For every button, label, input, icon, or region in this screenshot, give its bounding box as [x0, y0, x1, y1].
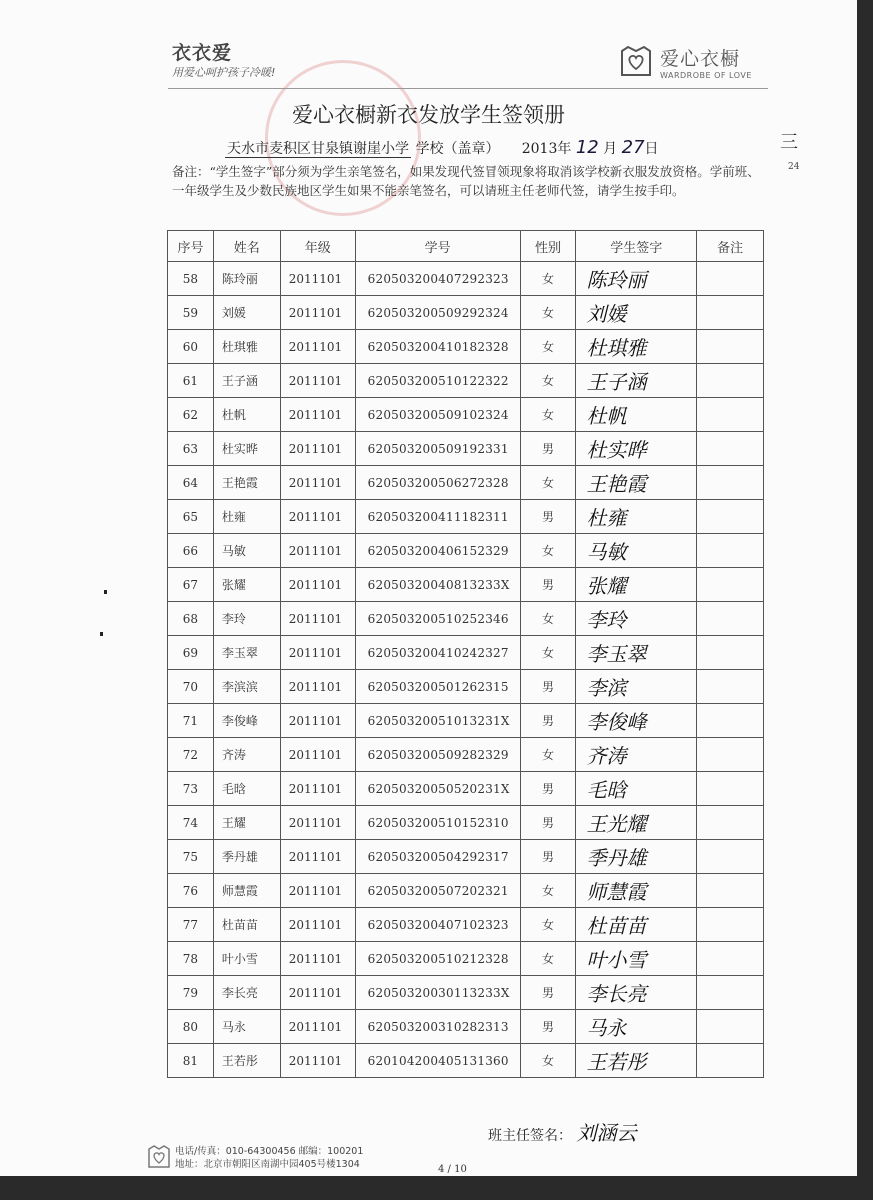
- cell-grade: 2011101: [280, 670, 355, 704]
- cell-remark: [697, 976, 764, 1010]
- cell-student-id: 620503200509282329: [355, 738, 520, 772]
- cell-grade: 2011101: [280, 1010, 355, 1044]
- cell-signature: 杜雍: [576, 500, 697, 534]
- page-number: 4 / 10: [438, 1164, 467, 1175]
- cell-student-id: 62050320030113233X: [355, 976, 520, 1010]
- table-row: [168, 840, 764, 874]
- cell-sex: 女: [520, 262, 576, 296]
- table-row: [168, 908, 764, 942]
- cell-signature: 杜帆: [576, 398, 697, 432]
- day-label: 日: [644, 141, 659, 157]
- cell-name: 王耀: [213, 806, 280, 840]
- cell-signature: 王光耀: [576, 806, 697, 840]
- cell-remark: [697, 432, 764, 466]
- cell-sex: 女: [520, 942, 576, 976]
- cell-sex: 女: [520, 602, 576, 636]
- cell-sex: 女: [520, 466, 576, 500]
- cell-sex: 女: [520, 636, 576, 670]
- cell-student-id: 620503200510122322: [355, 364, 520, 398]
- cell-remark: [697, 874, 764, 908]
- cell-name: 李玲: [213, 602, 280, 636]
- cell-name: 杜雍: [213, 500, 280, 534]
- cell-signature: 李滨: [576, 670, 697, 704]
- cell-student-id: 620503200411182311: [355, 500, 520, 534]
- cell-student-id: 620503200410182328: [355, 330, 520, 364]
- cell-grade: 2011101: [280, 874, 355, 908]
- cell-name: 杜琪雅: [213, 330, 280, 364]
- cell-sex: 男: [520, 568, 576, 602]
- cell-grade: 2011101: [280, 806, 355, 840]
- cell-name: 刘媛: [213, 296, 280, 330]
- cell-signature: 叶小雪: [576, 942, 697, 976]
- cell-remark: [697, 704, 764, 738]
- cell-grade: 2011101: [280, 772, 355, 806]
- cell-grade: 2011101: [280, 908, 355, 942]
- cell-remark: [697, 1044, 764, 1078]
- scan-speck: [100, 632, 103, 636]
- cell-grade: 2011101: [280, 636, 355, 670]
- year: 2013: [521, 141, 558, 157]
- cell-name: 马敏: [213, 534, 280, 568]
- cell-signature: 李玲: [576, 602, 697, 636]
- cell-name: 王子涵: [213, 364, 280, 398]
- cell-grade: 2011101: [280, 602, 355, 636]
- cell-signature: 杜琪雅: [576, 330, 697, 364]
- table-row: [168, 432, 764, 466]
- cell-no: 75: [168, 840, 214, 874]
- cell-no: 67: [168, 568, 214, 602]
- cell-signature: 陈玲丽: [576, 262, 697, 296]
- cell-sex: 男: [520, 432, 576, 466]
- table-row: [168, 364, 764, 398]
- cell-name: 张耀: [213, 568, 280, 602]
- table-row: [168, 398, 764, 432]
- cell-student-id: 62050320051013231X: [355, 704, 520, 738]
- cell-grade: 2011101: [280, 296, 355, 330]
- footer-phone: 电话/传真：010-64300456 邮编：100201: [175, 1146, 364, 1157]
- cell-student-id: 620503200510152310: [355, 806, 520, 840]
- cell-no: 73: [168, 772, 214, 806]
- table-row: [168, 330, 764, 364]
- cell-name: 齐涛: [213, 738, 280, 772]
- cell-no: 58: [168, 262, 214, 296]
- table-row: [168, 262, 764, 296]
- cell-sex: 男: [520, 670, 576, 704]
- brand-name-en: WARDROBE OF LOVE: [660, 71, 752, 80]
- cell-no: 63: [168, 432, 214, 466]
- table-row: [168, 772, 764, 806]
- table-row: [168, 704, 764, 738]
- cell-student-id: 620503200406152329: [355, 534, 520, 568]
- cell-name: 李滨滨: [213, 670, 280, 704]
- cell-grade: 2011101: [280, 466, 355, 500]
- cell-grade: 2011101: [280, 704, 355, 738]
- cell-student-id: 62050320050520231X: [355, 772, 520, 806]
- table-row: [168, 670, 764, 704]
- table-body: [168, 262, 764, 1078]
- cell-name: 杜苗苗: [213, 908, 280, 942]
- cell-no: 71: [168, 704, 214, 738]
- cell-no: 66: [168, 534, 214, 568]
- month: 12: [575, 137, 599, 158]
- cell-remark: [697, 296, 764, 330]
- cell-student-id: 620503200407102323: [355, 908, 520, 942]
- brand-name-cn: 爱心衣橱: [660, 48, 741, 70]
- table-row: [168, 568, 764, 602]
- cell-student-id: 620503200510252346: [355, 602, 520, 636]
- col-header-no: 序号: [168, 231, 214, 262]
- cell-sex: 女: [520, 1044, 576, 1078]
- cell-student-id: 620503200507202321: [355, 874, 520, 908]
- cell-no: 76: [168, 874, 214, 908]
- brand-logo: [618, 44, 752, 80]
- col-header-name: 姓名: [213, 231, 280, 262]
- cell-student-id: 620503200504292317: [355, 840, 520, 874]
- cell-student-id: 620503200310282313: [355, 1010, 520, 1044]
- heart-wardrobe-icon: [146, 1144, 172, 1170]
- cell-sex: 男: [520, 772, 576, 806]
- col-header-sex: 性别: [520, 231, 576, 262]
- teacher-signature-line: [488, 1117, 636, 1146]
- cell-remark: [697, 806, 764, 840]
- cell-sex: 男: [520, 840, 576, 874]
- cell-grade: 2011101: [280, 398, 355, 432]
- cell-signature: 李俊峰: [576, 704, 697, 738]
- cell-remark: [697, 1010, 764, 1044]
- cell-signature: 杜实晔: [576, 432, 697, 466]
- year-label: 年: [557, 141, 572, 157]
- cell-no: 80: [168, 1010, 214, 1044]
- cell-remark: [697, 738, 764, 772]
- table-row: [168, 738, 764, 772]
- cell-name: 杜实晔: [213, 432, 280, 466]
- cell-signature: 齐涛: [576, 738, 697, 772]
- cell-no: 79: [168, 976, 214, 1010]
- cell-signature: 王子涵: [576, 364, 697, 398]
- cell-student-id: 62050320040813233X: [355, 568, 520, 602]
- cell-name: 师慧霞: [213, 874, 280, 908]
- cell-remark: [697, 942, 764, 976]
- cell-sex: 女: [520, 534, 576, 568]
- cell-signature: 毛晗: [576, 772, 697, 806]
- cell-name: 李长亮: [213, 976, 280, 1010]
- cell-name: 王若彤: [213, 1044, 280, 1078]
- left-logo: 衣衣爱: [172, 42, 233, 64]
- day: 27: [621, 137, 645, 158]
- cell-name: 季丹雄: [213, 840, 280, 874]
- cell-signature: 李长亮: [576, 976, 697, 1010]
- cell-sex: 男: [520, 1010, 576, 1044]
- cell-no: 59: [168, 296, 214, 330]
- cell-signature: 李玉翠: [576, 636, 697, 670]
- cell-signature: 师慧霞: [576, 874, 697, 908]
- cell-sex: 女: [520, 908, 576, 942]
- cell-signature: 王艳霞: [576, 466, 697, 500]
- cell-remark: [697, 330, 764, 364]
- cell-no: 77: [168, 908, 214, 942]
- instructions-note: 备注：“学生签字”部分须为学生亲笔签名，如果发现代签冒领现象将取消该学校新衣服发放资格。学前班、一年级学生及少数民族地区学生如果不能亲笔签名，可以请班主任老师代签，请学生按手印。: [172, 164, 760, 198]
- cell-no: 60: [168, 330, 214, 364]
- cell-signature: 马敏: [576, 534, 697, 568]
- sign-in-table: [167, 230, 764, 1078]
- margin-annotation-small: 24: [788, 162, 800, 172]
- cell-grade: 2011101: [280, 738, 355, 772]
- cell-student-id: 620503200506272328: [355, 466, 520, 500]
- cell-grade: 2011101: [280, 500, 355, 534]
- cell-sex: 女: [520, 330, 576, 364]
- table-row: [168, 1044, 764, 1078]
- cell-student-id: 620503200510212328: [355, 942, 520, 976]
- cell-no: 78: [168, 942, 214, 976]
- cell-no: 68: [168, 602, 214, 636]
- cell-remark: [697, 398, 764, 432]
- cell-no: 62: [168, 398, 214, 432]
- footer-address: 地址：北京市朝阳区南湖中园405号楼1304: [175, 1159, 360, 1170]
- cell-signature: 马永: [576, 1010, 697, 1044]
- table-row: [168, 534, 764, 568]
- cell-sex: 男: [520, 500, 576, 534]
- cell-name: 陈玲丽: [213, 262, 280, 296]
- cell-name: 杜帆: [213, 398, 280, 432]
- cell-remark: [697, 840, 764, 874]
- cell-grade: 2011101: [280, 568, 355, 602]
- cell-student-id: 620503200410242327: [355, 636, 520, 670]
- table-header-row: [168, 231, 764, 262]
- table-row: [168, 806, 764, 840]
- school-line: [225, 137, 659, 158]
- cell-signature: 季丹雄: [576, 840, 697, 874]
- cell-no: 81: [168, 1044, 214, 1078]
- cell-signature: 杜苗苗: [576, 908, 697, 942]
- cell-signature: 王若彤: [576, 1044, 697, 1078]
- cell-grade: 2011101: [280, 1044, 355, 1078]
- table-row: [168, 976, 764, 1010]
- cell-no: 64: [168, 466, 214, 500]
- cell-student-id: 620503200509192331: [355, 432, 520, 466]
- cell-no: 72: [168, 738, 214, 772]
- table-row: [168, 874, 764, 908]
- cell-no: 69: [168, 636, 214, 670]
- cell-grade: 2011101: [280, 942, 355, 976]
- slogan: 用爱心呵护孩子冷暖!: [172, 66, 276, 79]
- cell-remark: [697, 568, 764, 602]
- cell-remark: [697, 262, 764, 296]
- cell-grade: 2011101: [280, 432, 355, 466]
- cell-remark: [697, 364, 764, 398]
- cell-remark: [697, 602, 764, 636]
- cell-grade: 2011101: [280, 262, 355, 296]
- cell-student-id: 620104200405131360: [355, 1044, 520, 1078]
- teacher-signature: 刘涵云: [576, 1121, 637, 1145]
- col-header-signature: 学生签字: [576, 231, 697, 262]
- cell-name: 王艳霞: [213, 466, 280, 500]
- teacher-signature-label: 班主任签名：: [488, 1128, 572, 1144]
- cell-sex: 男: [520, 704, 576, 738]
- cell-name: 马永: [213, 1010, 280, 1044]
- cell-remark: [697, 500, 764, 534]
- table-row: [168, 296, 764, 330]
- cell-name: 李俊峰: [213, 704, 280, 738]
- cell-signature: 张耀: [576, 568, 697, 602]
- cell-student-id: 620503200501262315: [355, 670, 520, 704]
- school-suffix: 学校（盖章）: [415, 141, 500, 157]
- cell-remark: [697, 534, 764, 568]
- col-header-student-id: 学号: [355, 231, 520, 262]
- col-header-remark: 备注: [697, 231, 764, 262]
- cell-sex: 女: [520, 364, 576, 398]
- header-divider: [168, 88, 768, 89]
- margin-annotation: 三: [780, 132, 798, 153]
- cell-no: 61: [168, 364, 214, 398]
- cell-remark: [697, 908, 764, 942]
- cell-student-id: 620503200509292324: [355, 296, 520, 330]
- table-row: [168, 602, 764, 636]
- cell-sex: 女: [520, 874, 576, 908]
- cell-name: 叶小雪: [213, 942, 280, 976]
- table-row: [168, 1010, 764, 1044]
- cell-remark: [697, 670, 764, 704]
- cell-remark: [697, 466, 764, 500]
- col-header-grade: 年级: [280, 231, 355, 262]
- table-row: [168, 636, 764, 670]
- cell-student-id: 620503200509102324: [355, 398, 520, 432]
- month-label: 月: [603, 141, 618, 157]
- cell-no: 70: [168, 670, 214, 704]
- cell-student-id: 620503200407292323: [355, 262, 520, 296]
- table-row: [168, 466, 764, 500]
- heart-wardrobe-icon: [618, 45, 654, 79]
- cell-grade: 2011101: [280, 976, 355, 1010]
- cell-grade: 2011101: [280, 840, 355, 874]
- cell-name: 毛晗: [213, 772, 280, 806]
- cell-grade: 2011101: [280, 534, 355, 568]
- cell-no: 65: [168, 500, 214, 534]
- cell-name: 李玉翠: [213, 636, 280, 670]
- page-title: 爱心衣橱新衣发放学生签领册: [292, 103, 565, 127]
- table-row: [168, 942, 764, 976]
- cell-grade: 2011101: [280, 364, 355, 398]
- scan-speck: [104, 590, 107, 594]
- cell-sex: 女: [520, 738, 576, 772]
- cell-remark: [697, 772, 764, 806]
- cell-sex: 女: [520, 296, 576, 330]
- footer-contact: [175, 1145, 363, 1171]
- cell-sex: 女: [520, 398, 576, 432]
- table-row: [168, 500, 764, 534]
- cell-grade: 2011101: [280, 330, 355, 364]
- school-name: 天水市麦积区甘泉镇谢崖小学: [227, 141, 409, 157]
- cell-no: 74: [168, 806, 214, 840]
- cell-sex: 男: [520, 976, 576, 1010]
- cell-sex: 男: [520, 806, 576, 840]
- cell-signature: 刘媛: [576, 296, 697, 330]
- cell-remark: [697, 636, 764, 670]
